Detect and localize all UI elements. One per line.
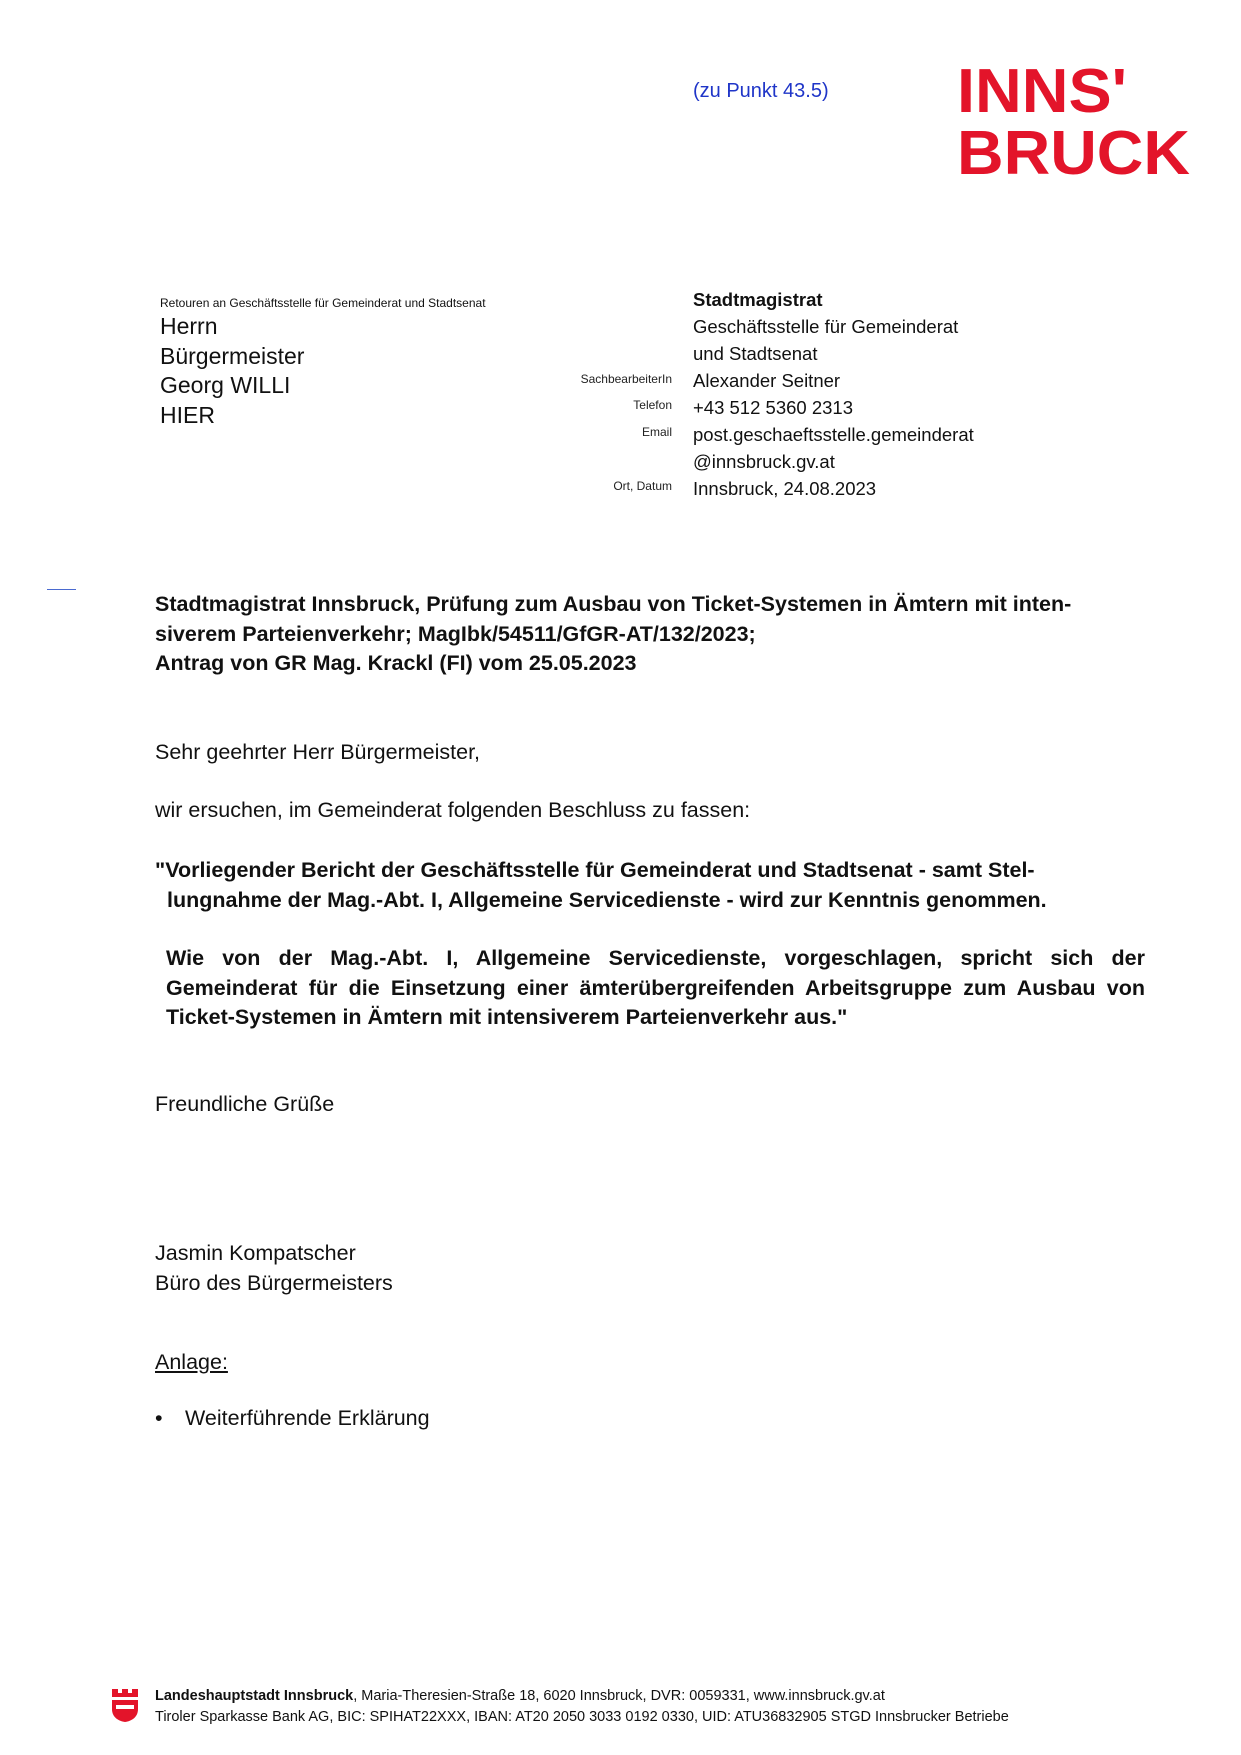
attachments-list (155, 1406, 430, 1431)
sender-email: @innsbruck.gv.at (693, 451, 835, 472)
sender-dept: Geschäftsstelle für Gemeinderat (693, 316, 959, 337)
subject-text: siverem Parteienverkehr; MagIbk/54511/GfGR-AT/132/2023; (155, 621, 756, 646)
attachments-heading: Anlage: (155, 1350, 228, 1374)
subject-text: Antrag von GR Mag. Krackl (FI) vom 25.05.2023 (155, 651, 637, 675)
resolution-paragraph-2: Wie von der Mag.-Abt. I, Allgemeine Servicedienste, vorgeschlagen, spricht sich der Gemeinderat für die Einsetzung einer ämterübergreifenden Arbeitsgruppe zum Ausbau von Ticket-Systemen in Ämtern mit intensiverem Parteienverkehr aus." (166, 946, 1145, 1029)
recipient-line: Herrn (160, 313, 218, 339)
margin-mark (47, 589, 76, 590)
recipient-line: HIER (160, 401, 215, 428)
innsbruck-logo (957, 58, 1195, 178)
salutation: Sehr geehrter Herr Bürgermeister, (155, 740, 481, 764)
closing: Freundliche Grüße (155, 1092, 335, 1116)
recipient-address (160, 312, 304, 430)
footer-address: , Maria-Theresien-Straße 18, 6020 Innsbruck, DVR: 0059331, www.innsbruck.gv.at (353, 1688, 885, 1704)
subject-line (155, 590, 1145, 679)
email-label: Email (641, 425, 672, 439)
agenda-reference: (zu Punkt 43.5) (693, 80, 829, 102)
sender-org: Stadtmagistrat (693, 289, 823, 310)
return-address-line: Retouren an Geschäftsstelle für Gemeinderat und Stadtsenat (160, 296, 486, 310)
subject-text: Stadtmagistrat Innsbruck, Prüfung zum Ausbau von Ticket-Systemen in Ämtern mit inten- (155, 592, 1072, 616)
logo-line2: BRUCK (957, 119, 1191, 178)
phone-label: Telefon (633, 398, 672, 412)
sender-block (693, 286, 974, 502)
sender-phone: +43 512 5360 2313 (693, 397, 853, 418)
clerk-label: SachbearbeiterIn (580, 372, 672, 386)
sender-place-date: Innsbruck, 24.08.2023 (693, 478, 877, 499)
city-emblem-icon (110, 1687, 140, 1723)
resolution-text: "Vorliegender Bericht der Geschäftsstelle für Gemeinderat und Stadtsenat - samt Stel- (155, 858, 1035, 882)
request-text: wir ersuchen, im Gemeinderat folgenden Beschluss zu fassen: (155, 798, 751, 822)
sender-clerk: Alexander Seitner (693, 370, 841, 391)
sender-email: post.geschaeftsstelle.gemeinderat (693, 424, 974, 445)
attachment-item: Weiterführende Erklärung (185, 1406, 430, 1430)
bullet-icon: • (155, 1406, 163, 1430)
footer (155, 1686, 1009, 1728)
sender-dept: und Stadtsenat (693, 343, 818, 364)
footer-bank: Tiroler Sparkasse Bank AG, BIC: SPIHAT22XXX, IBAN: AT20 2050 3033 0192 0330, UID: ATU36832905 STGD Innsbrucker Betriebe (155, 1709, 1009, 1725)
signature-office: Büro des Bürgermeisters (155, 1271, 393, 1295)
resolution-text: lungnahme der Mag.-Abt. I, Allgemeine Servicedienste - wird zur Kenntnis genommen. (167, 887, 1047, 912)
signature-block (155, 1238, 393, 1298)
place-date-label: Ort, Datum (613, 479, 672, 493)
recipient-line: Georg WILLI (160, 372, 291, 398)
footer-org: Landeshauptstadt Innsbruck (155, 1688, 354, 1704)
recipient-line: Bürgermeister (160, 342, 305, 369)
logo-line1: INNS' (957, 58, 1127, 126)
signature-name: Jasmin Kompatscher (155, 1241, 356, 1265)
resolution-paragraph-1 (155, 856, 1145, 915)
